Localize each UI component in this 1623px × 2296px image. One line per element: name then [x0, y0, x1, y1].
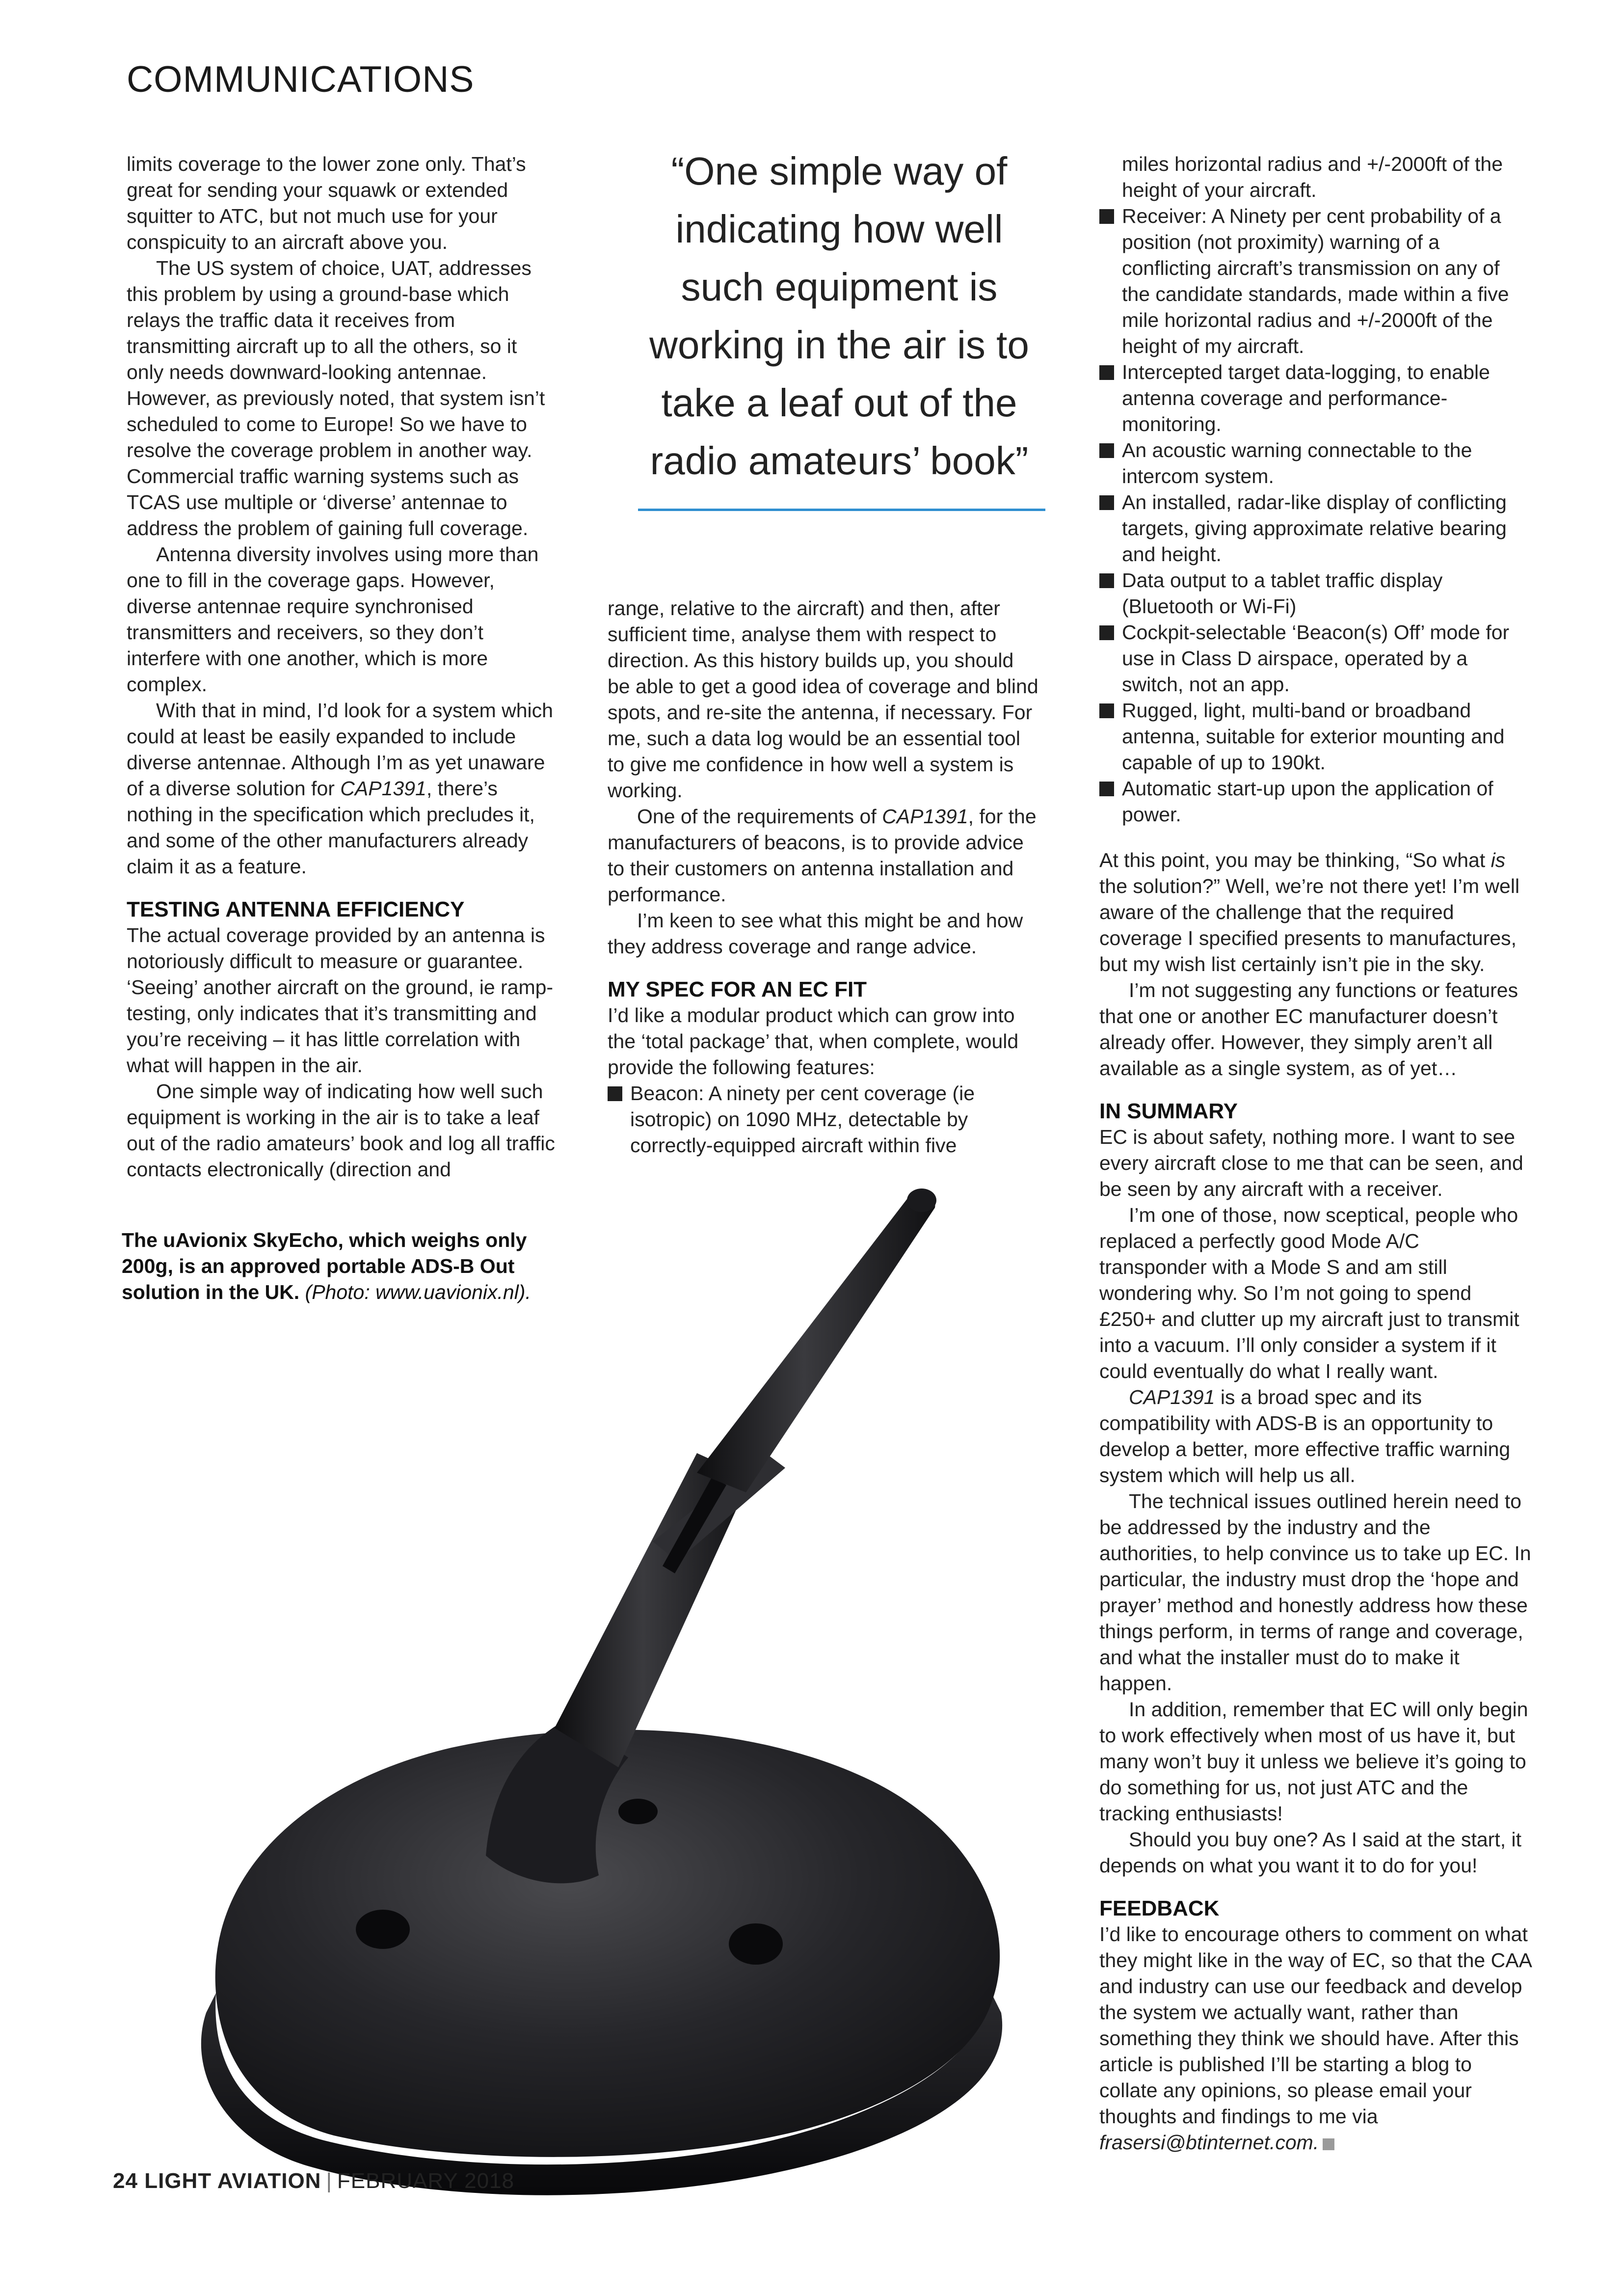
- paragraph: With that in mind, I’d look for a system which could at least be easily expanded to include diverse antennae. Although I’m as yet unaware of a diverse solution for CAP1391, there’s nothing in the specification which precludes it, and some of the other manufacturers already claim it as a feature.: [127, 699, 553, 878]
- paragraph: One simple way of indicating how well such equipment is working in the air is to take a leaf out of the radio amateurs’ book and log all traffic contacts electronically (direction and: [127, 1080, 555, 1181]
- list-item: Receiver: A Ninety per cent probability of a position (not proximity) warning of a conflicting aircraft’s transmission on any of the candidate standards, made within a five mile horizontal radius and +/-2000ft of the height of my aircraft.: [1099, 203, 1531, 359]
- issue-date: FEBRUARY 2018: [337, 2169, 515, 2193]
- pull-quote: “One simple way of indicating how well such equipment is working in the air is to take a leaf out of the radio amateurs’ book”: [649, 149, 1029, 483]
- antenna-tip: [907, 1189, 936, 1212]
- list-item: Rugged, light, multi-band or broadband antenna, suitable for exterior mounting and capable of up to 190kt.: [1099, 698, 1531, 776]
- publication-ref: CAP1391: [1129, 1386, 1215, 1408]
- antenna-photo: [147, 1178, 1080, 2234]
- paragraph: Should you buy one? As I said at the start, it depends on what you want it to do for you!: [1099, 1828, 1522, 1877]
- bullet-square-icon: [1099, 365, 1114, 380]
- subheading-testing: TESTING ANTENNA EFFICIENCY: [127, 897, 465, 921]
- paragraph: CAP1391 is a broad spec and its compatibility with ADS-B is an opportunity to develop a better, more effective traffic warning system which will help us all.: [1099, 1386, 1511, 1486]
- subheading-summary: IN SUMMARY: [1099, 1099, 1238, 1123]
- paragraph: I’m keen to see what this might be and how they address coverage and range advice.: [608, 909, 1023, 958]
- magazine-name: LIGHT AVIATION: [144, 2169, 321, 2193]
- paragraph: I’d like a modular product which can grow into the ‘total package’ that, when complete, would provide the following features:: [608, 1004, 1019, 1079]
- bullet-square-icon: [1099, 703, 1114, 718]
- column-1: [127, 151, 559, 1183]
- paragraph: range, relative to the aircraft) and then, after sufficient time, analyse them with respect to direction. As this history builds up, you should be able to get a good idea of coverage and blind spots, and re-site the antenna, if necessary. For me, such a data log would be an essential tool to give me confidence in how well a system is working.: [608, 597, 1038, 802]
- paragraph: The US system of choice, UAT, addresses this problem by using a ground-base which relays the traffic data it receives from transmitting aircraft up to all the others, so it only needs downward-looking antennae. However, as previously noted, that system isn’t scheduled to come to Europe! So we have to resolve the coverage problem in another way. Commercial traffic warning systems such as TCAS use multiple or ‘diverse’ antennae to address the problem of gaining full coverage.: [127, 257, 545, 540]
- list-item: An installed, radar-like display of conflicting targets, giving approximate relative bearing and height.: [1099, 489, 1531, 567]
- paragraph: I’m one of those, now sceptical, people who replaced a perfectly good Mode A/C transponder with a Mode S and am still wondering why. So I’m not going to spend £250+ and clutter up my aircraft just to transmit into a vacuum. I’ll only consider a system if it could eventually do what I really want.: [1099, 1204, 1519, 1382]
- paragraph: In addition, remember that EC will only begin to work effectively when most of us have it, but many won’t buy it unless we believe it’s going to do something for us, not just ATC and the tracking enthusiasts!: [1099, 1698, 1528, 1825]
- antenna-rod-upper: [697, 1193, 935, 1492]
- list-item: Cockpit-selectable ‘Beacon(s) Off’ mode for use in Class D airspace, operated by a switch, not an app.: [1099, 620, 1531, 698]
- bullet-square-icon: [1099, 209, 1114, 224]
- paragraph: I’m not suggesting any functions or features that one or another EC manufacturer doesn’t already offer. However, they simply aren’t all available as a single system, as of yet…: [1099, 979, 1518, 1080]
- paragraph: limits coverage to the lower zone only. That’s great for sending your squawk or extended squitter to ATC, but not much use for your conspicuity to an aircraft above you.: [127, 153, 526, 253]
- page-footer: 24 LIGHT AVIATION | FEBRUARY 2018: [113, 2169, 515, 2193]
- bullet-square-icon: [1099, 495, 1114, 510]
- list-item: Automatic start-up upon the application of power.: [1099, 776, 1531, 828]
- list-item: miles horizontal radius and +/-2000ft of the height of your aircraft.: [1122, 153, 1503, 201]
- pull-quote-rule: [638, 509, 1045, 511]
- paragraph: EC is about safety, nothing more. I want to see every aircraft close to me that can be seen, and be seen by any aircraft with a receiver.: [1099, 1126, 1523, 1200]
- column-2: [608, 595, 1039, 1159]
- list-item: Data output to a tablet traffic display (Bluetooth or Wi-Fi): [1099, 567, 1531, 620]
- paragraph: One of the requirements of CAP1391, for the manufacturers of beacons, is to provide advice to their customers on antenna installation and performance.: [608, 805, 1037, 906]
- screw-hole: [729, 1923, 783, 1965]
- bullet-square-icon: [608, 1086, 622, 1101]
- subheading-feedback: FEEDBACK: [1099, 1896, 1220, 1920]
- end-mark-icon: [1323, 2138, 1334, 2150]
- email-link[interactable]: frasersi@btinternet.com.: [1099, 2131, 1319, 2154]
- publication-ref: CAP1391: [882, 805, 968, 828]
- paragraph: The actual coverage provided by an antenna is notoriously difficult to measure or guarantee. ‘Seeing’ another aircraft on the ground, ie ramp-testing, only indicates that it’s transmitting and you’re receiving – it has little correlation with what will happen in the air.: [127, 924, 554, 1077]
- subheading-spec: MY SPEC FOR AN EC FIT: [608, 977, 867, 1001]
- bullet-square-icon: [1099, 443, 1114, 458]
- section-title: COMMUNICATIONS: [127, 58, 475, 100]
- page-number: 24: [113, 2169, 138, 2193]
- paragraph: The technical issues outlined herein need to be addressed by the industry and the authorities, to help convince us to take up EC. In particular, the industry must drop the ‘hope and prayer’ method and honestly address how these things perform, in terms of range and coverage, and what the installer must do to make it happen.: [1099, 1490, 1531, 1695]
- photo-credit: (Photo: www.uavionix.nl).: [305, 1281, 531, 1303]
- bullet-square-icon: [1099, 573, 1114, 588]
- photo-caption: The uAvionix SkyEcho, which weighs only 200g, is an approved portable ADS-B Out solution in the UK. (Photo: www.uavionix.nl).: [122, 1229, 531, 1303]
- list-item: Beacon: A ninety per cent coverage (ie isotropic) on 1090 MHz, detectable by correctly-equipped aircraft within five: [608, 1080, 1039, 1159]
- screw-hole: [356, 1910, 410, 1949]
- paragraph: Antenna diversity involves using more than one to fill in the coverage gaps. However, diverse antennae require synchronised transmitters and receivers, so they don’t interfere with one another, which is more complex.: [127, 543, 539, 696]
- bullet-square-icon: [1099, 625, 1114, 640]
- paragraph: I’d like to encourage others to comment on what they might like in the way of EC, so that the CAA and industry can use our feedback and develop the system we actually want, rather than something they think we should have. After this article is published I’ll be starting a blog to collate any opinions, so please email your thoughts and findings to me via frasersi@btinternet.com.: [1099, 1923, 1531, 2154]
- column-3: [1099, 151, 1531, 2156]
- feature-list: [608, 1080, 1039, 1159]
- publication-ref: CAP1391: [340, 777, 426, 800]
- feature-list-continued: [1099, 151, 1531, 828]
- antenna-base: [215, 1730, 1000, 2157]
- list-item: Intercepted target data-logging, to enable antenna coverage and performance-monitoring.: [1099, 359, 1531, 437]
- screw-hole: [618, 1799, 658, 1824]
- paragraph: At this point, you may be thinking, “So what is the solution?” Well, we’re not there yet! I’m well aware of the challenge that the required coverage I specified presents to manufactures, but my wish list certainly isn’t pie in the sky.: [1099, 849, 1520, 975]
- bullet-square-icon: [1099, 782, 1114, 796]
- list-item: An acoustic warning connectable to the intercom system.: [1099, 437, 1531, 489]
